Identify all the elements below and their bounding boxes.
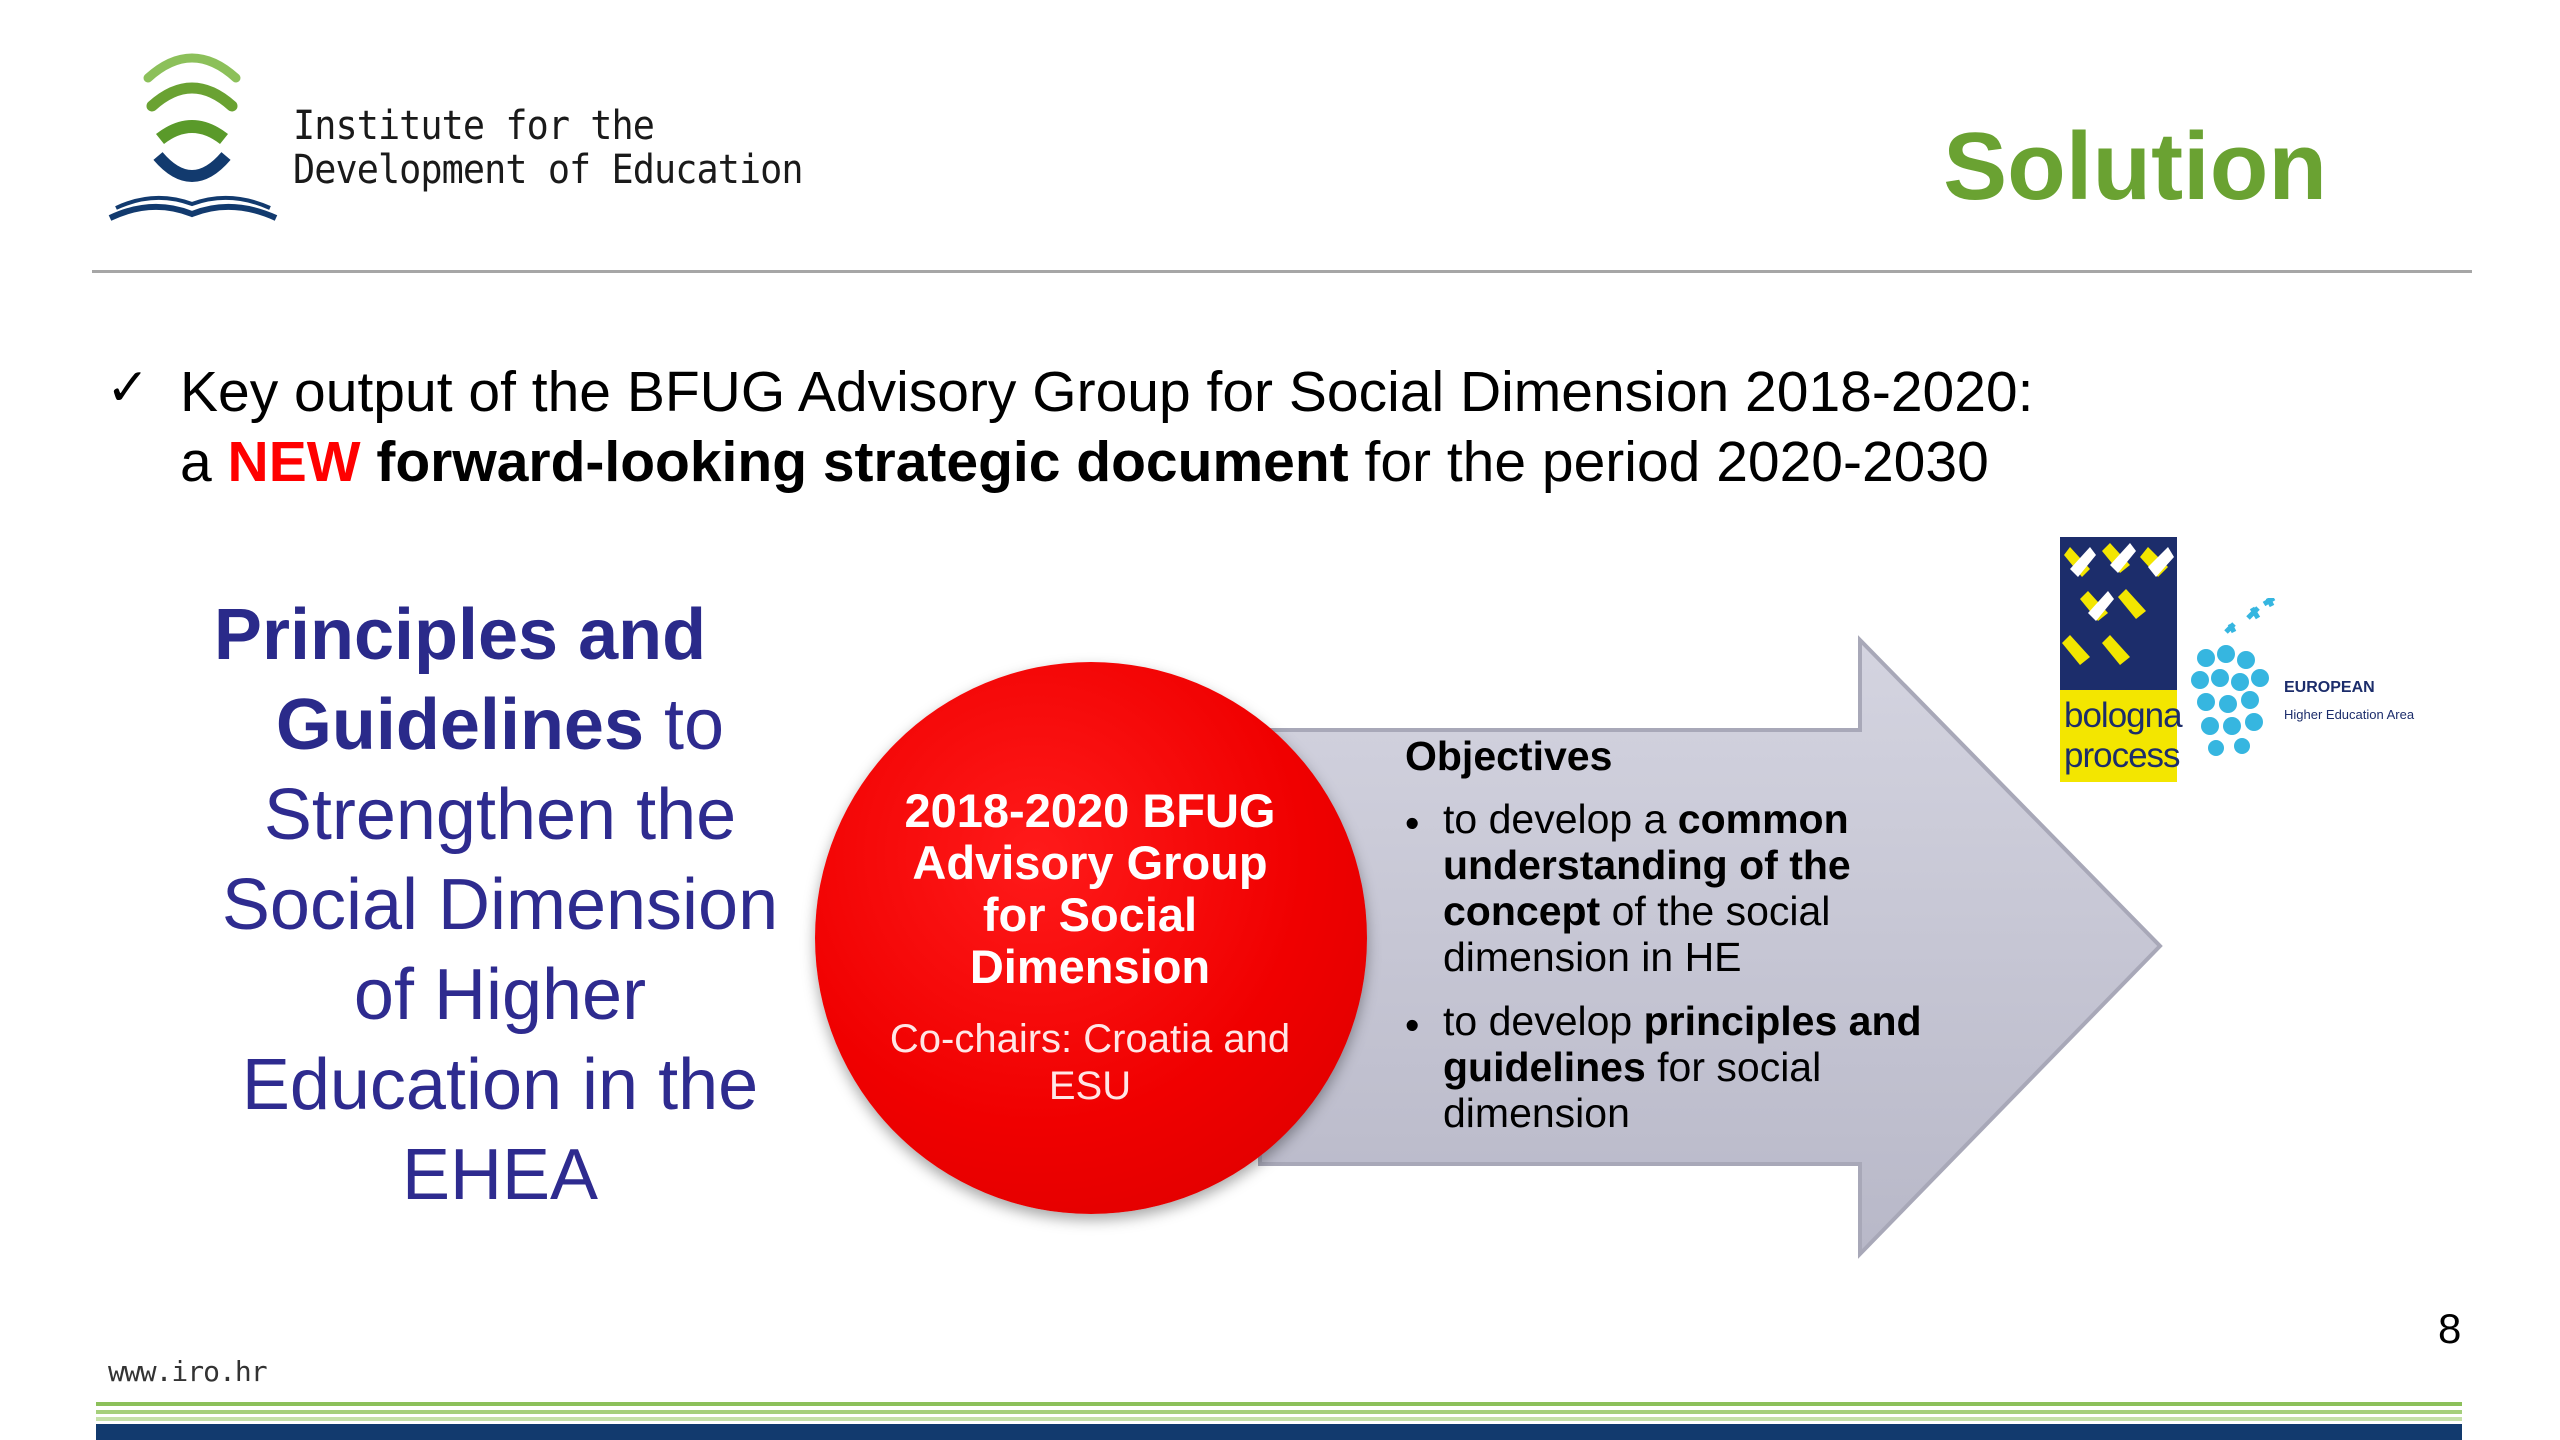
institute-logo-icon (100, 38, 285, 223)
check-icon: ✓ (106, 358, 150, 418)
footer-url-link[interactable]: www.iro.hr (108, 1355, 267, 1388)
principles-line-3: Strengthen the (263, 775, 737, 855)
header-divider (92, 270, 2472, 273)
principles-line-4: Social Dimension (221, 865, 779, 945)
objective-1-bold: common understanding of the concept (1443, 796, 1851, 934)
circle-cochairs: Co-chairs: Croatia and ESU (889, 1017, 1291, 1108)
footer-bar (96, 1424, 2462, 1440)
bullet-line-1: Key output of the BFUG Advisory Group for Social Dimension 2018-2020: (180, 360, 2034, 424)
objective-2-post: for social dimension (1443, 1044, 1822, 1136)
objective-2-pre: to develop (1443, 998, 1644, 1044)
objective-item-2 (1443, 998, 2003, 1136)
ehea-title: EUROPEAN (2284, 679, 2375, 696)
org-name-line-1: Institute for the (293, 103, 655, 149)
bologna-word-2: process (2064, 736, 2180, 775)
org-name-line-2: Development of Education (293, 147, 803, 193)
objective-1-pre: to develop a (1443, 796, 1678, 842)
bullet-line-2 (180, 428, 1989, 496)
objective-2-bold: principles and guidelines (1443, 998, 1922, 1090)
bullet-bold-phrase: forward-looking strategic document (376, 430, 1349, 494)
page-number: 8 (2438, 1305, 2462, 1352)
footer-stripe (96, 1402, 2462, 1406)
principles-heading (160, 590, 840, 1220)
principles-guidelines: Guidelines (275, 685, 645, 765)
bologna-stars-icon (2060, 537, 2177, 687)
new-highlight: NEW (227, 430, 361, 494)
bologna-wordmark (2064, 696, 2182, 776)
bologna-word-1: bologna (2064, 696, 2182, 735)
bullet-dot-icon: • (1405, 1002, 1420, 1048)
objective-1-post: of the social dimension in HE (1443, 888, 1831, 980)
objectives-title: Objectives (1405, 733, 1613, 779)
slide-title: Solution (1943, 113, 2327, 220)
principles-line-5: of Higher (353, 955, 647, 1035)
circle-title: 2018-2020 BFUG Advisory Group for Social Dimension (904, 784, 1276, 993)
bullet-line-2-prefix: a (180, 430, 228, 494)
principles-line-1: Principles and (213, 595, 707, 675)
bullet-dot-icon: • (1405, 800, 1420, 846)
principles-line-6: Education in the (241, 1045, 759, 1125)
principles-to: to (644, 685, 725, 765)
objective-item-1 (1443, 796, 2003, 980)
footer-stripe (96, 1417, 2462, 1421)
ehea-subtitle: Higher Education Area (2284, 707, 2415, 722)
bullet-line-2-suffix: for the period 2020-2030 (1348, 430, 1989, 494)
ehea-dots-icon (2186, 598, 2286, 768)
principles-line-2 (160, 680, 840, 770)
principles-line-7: EHEA (401, 1135, 599, 1215)
footer-stripe (96, 1410, 2462, 1414)
